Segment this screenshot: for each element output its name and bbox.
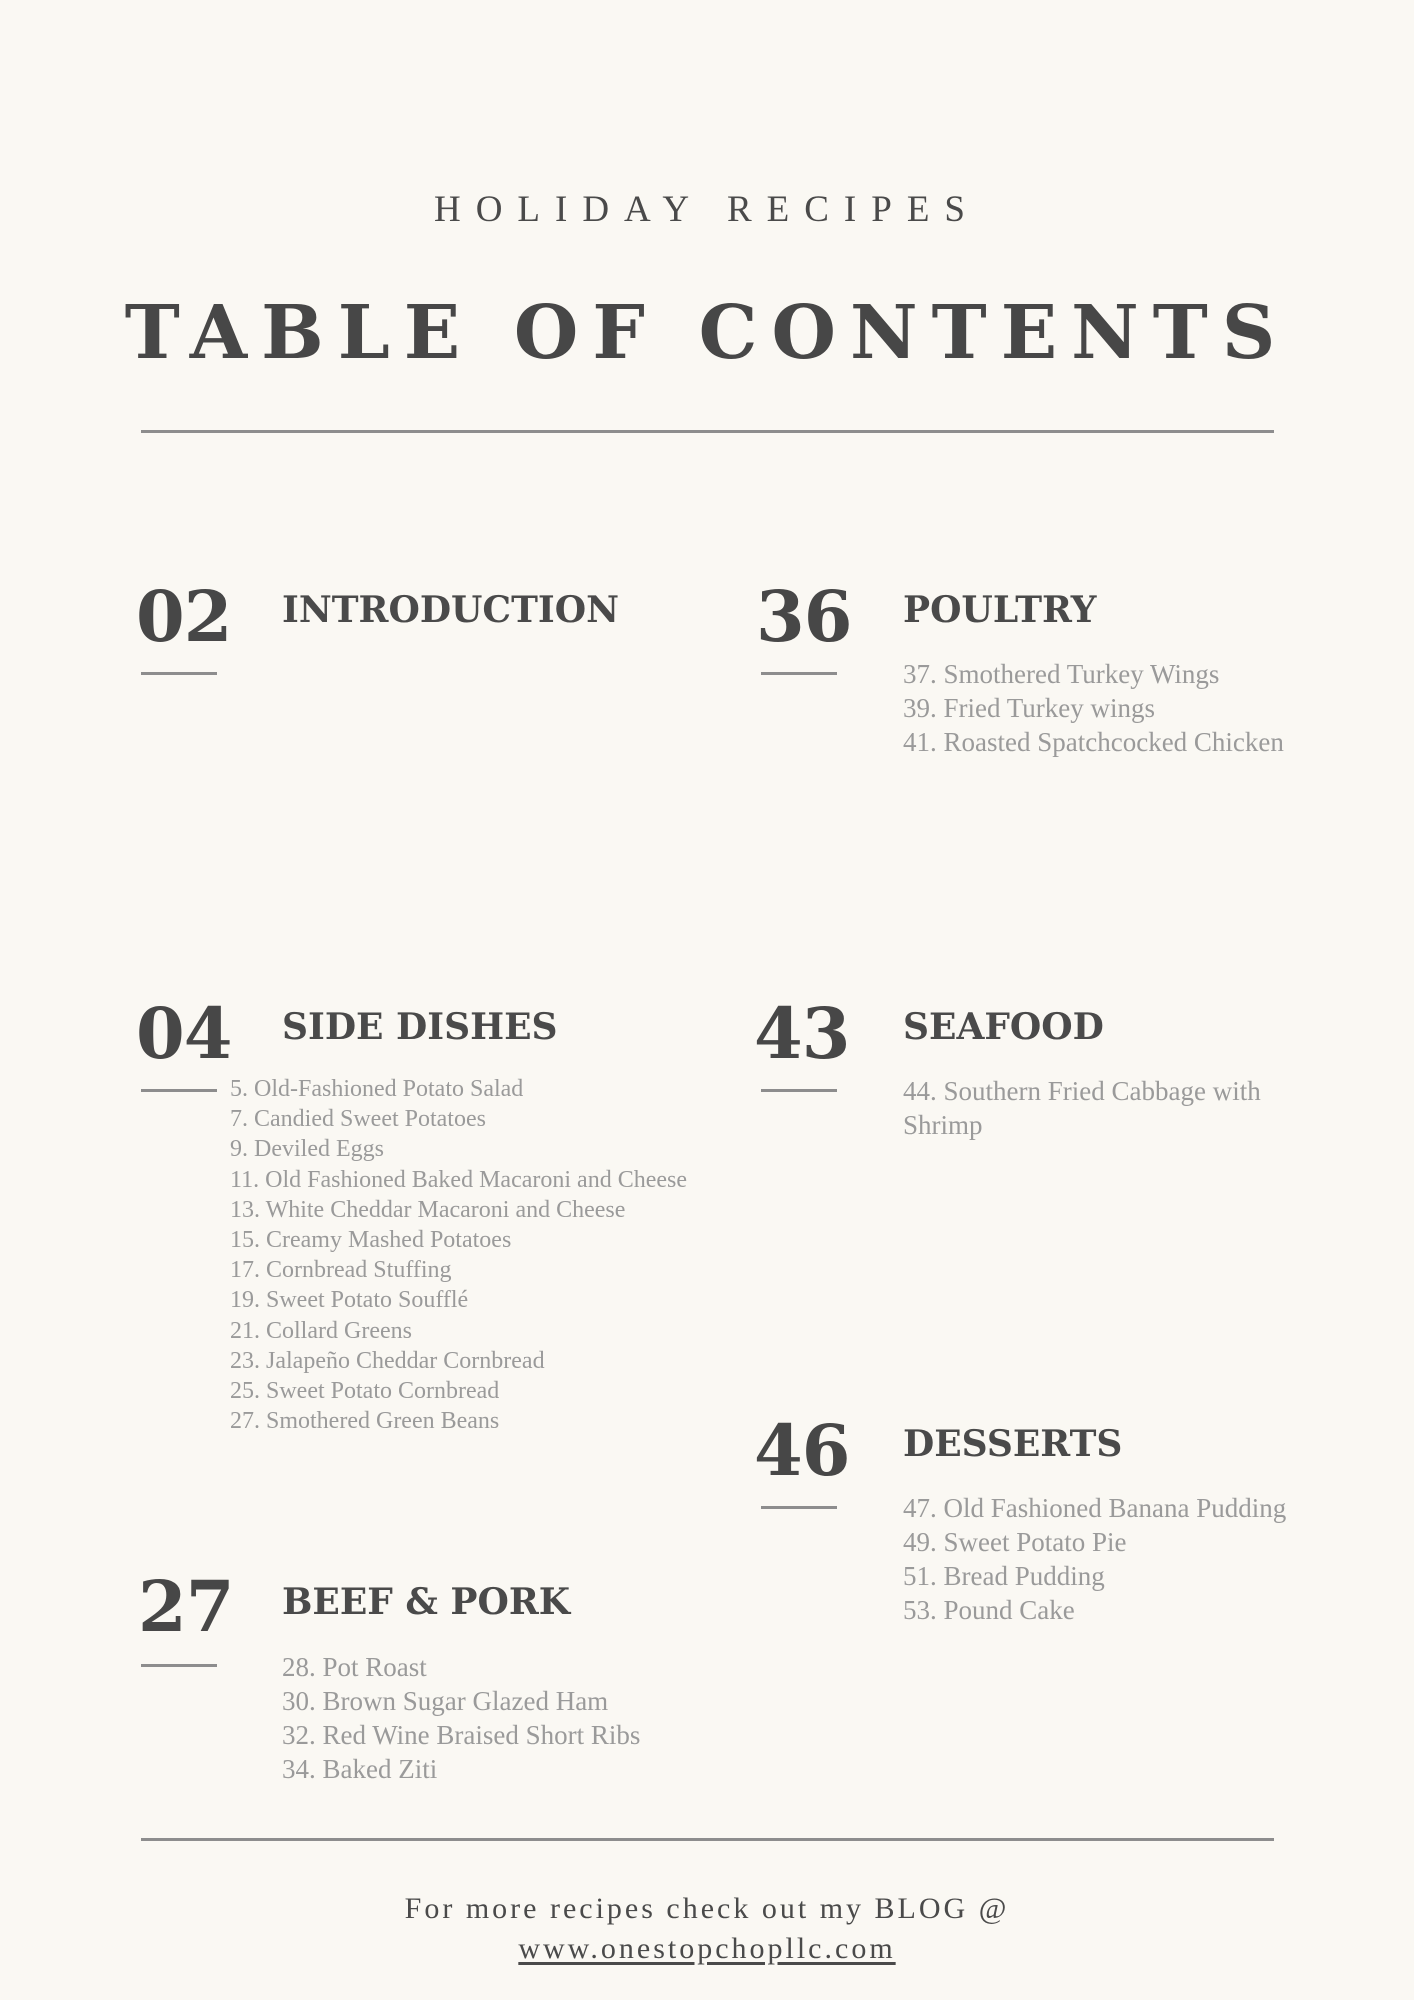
recipe-item: 13. White Cheddar Macaroni and Cheese — [230, 1196, 626, 1223]
poultry-page-number: 36 — [756, 575, 852, 658]
poultry-list — [903, 657, 1284, 759]
recipe-item: 53. Pound Cake — [903, 1595, 1075, 1625]
recipe-item: 15. Creamy Mashed Potatoes — [230, 1227, 512, 1254]
introduction-underline — [141, 672, 217, 675]
desserts-heading: DESSERTS — [903, 1423, 1123, 1465]
recipe-item: 30. Brown Sugar Glazed Ham — [282, 1686, 609, 1716]
recipe-item: Shrimp — [903, 1110, 983, 1140]
desserts-list — [903, 1491, 1286, 1627]
recipe-item: 32. Red Wine Braised Short Ribs — [282, 1720, 641, 1750]
footer-text: For more recipes check out my BLOG @ — [404, 1892, 1010, 1925]
beef-pork-underline — [141, 1664, 217, 1667]
side-dishes-list — [230, 1074, 687, 1436]
recipe-item: 9. Deviled Eggs — [230, 1136, 384, 1163]
recipe-item: 47. Old Fashioned Banana Pudding — [903, 1493, 1287, 1523]
recipe-item: 7. Candied Sweet Potatoes — [230, 1106, 486, 1133]
subtitle: HOLIDAY RECIPES — [433, 189, 981, 230]
recipe-item: 28. Pot Roast — [282, 1652, 427, 1682]
seafood-heading: SEAFOOD — [903, 1006, 1104, 1048]
seafood-list — [903, 1074, 1261, 1142]
seafood-page-number: 43 — [754, 992, 850, 1075]
recipe-item: 19. Sweet Potato Soufflé — [230, 1287, 469, 1314]
top-divider — [141, 430, 1274, 433]
seafood-underline — [761, 1089, 837, 1092]
recipe-item: 17. Cornbread Stuffing — [230, 1257, 452, 1284]
recipe-item: 39. Fried Turkey wings — [903, 693, 1156, 723]
recipe-item: 37. Smothered Turkey Wings — [903, 659, 1220, 689]
side-dishes-underline — [141, 1089, 217, 1092]
recipe-item: 27. Smothered Green Beans — [230, 1408, 500, 1435]
recipe-item: 41. Roasted Spatchcocked Chicken — [903, 727, 1284, 757]
recipe-item: 49. Sweet Potato Pie — [903, 1527, 1127, 1557]
recipe-item: 11. Old Fashioned Baked Macaroni and Cheese — [230, 1166, 687, 1193]
beef-pork-heading: BEEF & PORK — [282, 1581, 571, 1623]
desserts-underline — [761, 1506, 837, 1509]
poultry-underline — [761, 672, 837, 675]
page-title: TABLE OF CONTENTS — [124, 290, 1290, 376]
introduction-page-number: 02 — [136, 575, 232, 658]
recipe-item: 25. Sweet Potato Cornbread — [230, 1378, 500, 1405]
poultry-heading: POULTRY — [903, 589, 1097, 631]
recipe-item: 44. Southern Fried Cabbage with — [903, 1076, 1261, 1106]
beef-pork-list — [282, 1650, 640, 1786]
recipe-item: 51. Bread Pudding — [903, 1561, 1105, 1591]
bottom-divider — [141, 1838, 1274, 1841]
introduction-heading: INTRODUCTION — [282, 589, 619, 631]
desserts-page-number: 46 — [754, 1409, 850, 1492]
side-dishes-page-number: 04 — [136, 992, 232, 1075]
recipe-item: 34. Baked Ziti — [282, 1754, 438, 1784]
recipe-item: 23. Jalapeño Cheddar Cornbread — [230, 1347, 545, 1374]
beef-pork-page-number: 27 — [138, 1565, 234, 1648]
recipe-item: 5. Old-Fashioned Potato Salad — [230, 1076, 524, 1102]
blog-link[interactable]: www.onestopchopllc.com — [518, 1932, 896, 1965]
side-dishes-heading: SIDE DISHES — [282, 1006, 558, 1048]
recipe-item: 21. Collard Greens — [230, 1317, 412, 1344]
